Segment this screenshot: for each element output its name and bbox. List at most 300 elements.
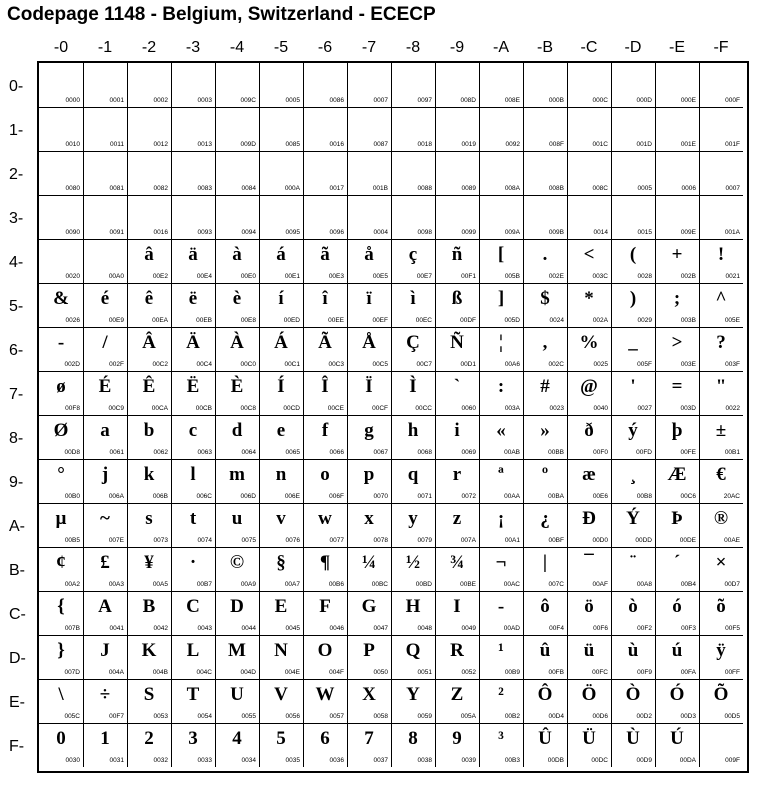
- cell-unicode-code: 009F: [725, 757, 740, 764]
- cell-unicode-code: 0028: [637, 273, 652, 280]
- cell-unicode-code: 004C: [196, 669, 212, 676]
- cell-unicode-code: 00FB: [548, 669, 564, 676]
- code-cell: [303, 283, 348, 328]
- code-cell: [83, 283, 128, 328]
- cell-glyph: Đ: [582, 508, 596, 529]
- cell-unicode-code: 00AE: [724, 537, 740, 544]
- cell-glyph: Å: [362, 332, 376, 353]
- cell-unicode-code: 00C4: [196, 361, 212, 368]
- cell-glyph: n: [275, 464, 287, 485]
- cell-unicode-code: 003C: [592, 273, 608, 280]
- cell-unicode-code: 0076: [285, 537, 300, 544]
- code-cell: [611, 151, 656, 196]
- cell-glyph: ¨: [629, 552, 637, 573]
- cell-unicode-code: 00B6: [328, 581, 344, 588]
- code-cell: [347, 151, 392, 196]
- code-cell: [83, 151, 128, 196]
- cell-unicode-code: 0082: [153, 185, 168, 192]
- code-cell: [523, 327, 568, 372]
- cell-glyph: f: [321, 420, 329, 441]
- cell-glyph: °: [57, 464, 65, 485]
- cell-glyph: p: [363, 464, 375, 485]
- cell-glyph: Ú: [670, 728, 684, 749]
- cell-unicode-code: 000A: [284, 185, 300, 192]
- code-cell: [127, 591, 172, 636]
- code-cell: [347, 107, 392, 152]
- cell-glyph: ": [715, 376, 727, 397]
- code-cell: [303, 503, 348, 548]
- code-cell: [567, 415, 612, 460]
- cell-unicode-code: 0020: [65, 273, 80, 280]
- cell-glyph: 7: [364, 728, 374, 749]
- code-cell: [171, 327, 216, 372]
- code-cell: [303, 371, 348, 416]
- cell-glyph: 8: [408, 728, 418, 749]
- code-cell: [435, 151, 480, 196]
- code-cell: [655, 635, 700, 680]
- code-cell: [259, 415, 304, 460]
- cell-glyph: L: [186, 640, 200, 661]
- row-header: E-: [9, 694, 25, 711]
- cell-glyph: k: [143, 464, 155, 485]
- cell-unicode-code: 0048: [417, 625, 432, 632]
- cell-unicode-code: 001F: [725, 141, 740, 148]
- code-cell: [655, 679, 700, 724]
- cell-unicode-code: 0024: [549, 317, 564, 324]
- cell-unicode-code: 009B: [548, 229, 564, 236]
- code-cell: [699, 723, 743, 767]
- cell-unicode-code: 005E: [724, 317, 740, 324]
- cell-unicode-code: 0018: [417, 141, 432, 148]
- cell-unicode-code: 00BE: [460, 581, 476, 588]
- cell-glyph: õ: [716, 596, 726, 617]
- code-cell: [83, 591, 128, 636]
- cell-unicode-code: 0047: [373, 625, 388, 632]
- cell-unicode-code: 00A0: [108, 273, 124, 280]
- code-cell: [435, 679, 480, 724]
- code-cell: [83, 195, 128, 240]
- code-cell: [39, 151, 84, 196]
- code-cell: [347, 547, 392, 592]
- cell-glyph: È: [230, 376, 244, 397]
- cell-unicode-code: 0006: [681, 185, 696, 192]
- cell-unicode-code: 006E: [284, 493, 300, 500]
- code-cell: [479, 547, 524, 592]
- cell-glyph: º: [541, 464, 549, 485]
- code-cell: [39, 679, 84, 724]
- code-cell: [699, 503, 743, 548]
- cell-unicode-code: 00C0: [240, 361, 256, 368]
- cell-unicode-code: 00C7: [416, 361, 432, 368]
- cell-unicode-code: 0066: [329, 449, 344, 456]
- cell-unicode-code: 00D5: [724, 713, 740, 720]
- cell-unicode-code: 00CF: [372, 405, 388, 412]
- cell-glyph: K: [141, 640, 157, 661]
- cell-glyph: Õ: [713, 684, 729, 705]
- cell-glyph: Ù: [626, 728, 640, 749]
- cell-glyph: ä: [188, 244, 198, 265]
- cell-glyph: ß: [451, 288, 463, 309]
- code-cell: [699, 151, 743, 196]
- cell-glyph: ñ: [451, 244, 463, 265]
- cell-unicode-code: 0032: [153, 757, 168, 764]
- cell-glyph: j: [101, 464, 109, 485]
- cell-unicode-code: 00B4: [680, 581, 696, 588]
- cell-glyph: «: [496, 420, 506, 441]
- cell-unicode-code: 003D: [680, 405, 696, 412]
- cell-unicode-code: 0070: [373, 493, 388, 500]
- cell-unicode-code: 00C9: [108, 405, 124, 412]
- cell-glyph: ~: [100, 508, 110, 529]
- cell-unicode-code: 00EB: [196, 317, 212, 324]
- cell-unicode-code: 0004: [373, 229, 388, 236]
- cell-unicode-code: 0011: [110, 141, 124, 148]
- cell-glyph: :: [497, 376, 505, 397]
- cell-unicode-code: 00D4: [548, 713, 564, 720]
- cell-unicode-code: 00F3: [681, 625, 696, 632]
- code-cell: [259, 635, 304, 680]
- cell-glyph: O: [317, 640, 333, 661]
- cell-unicode-code: 00ED: [283, 317, 300, 324]
- cell-glyph: \: [58, 684, 64, 705]
- code-cell: [435, 371, 480, 416]
- code-cell: [39, 371, 84, 416]
- code-cell: [391, 459, 436, 504]
- code-cell: [655, 591, 700, 636]
- cell-unicode-code: 0005: [285, 97, 300, 104]
- cell-glyph: ù: [627, 640, 639, 661]
- cell-unicode-code: 0097: [417, 97, 432, 104]
- cell-glyph: _: [628, 332, 638, 353]
- code-cell: [215, 459, 260, 504]
- cell-glyph: ±: [715, 420, 727, 441]
- cell-unicode-code: 005C: [64, 713, 80, 720]
- code-cell: [347, 63, 392, 108]
- code-cell: [391, 195, 436, 240]
- code-cell: [435, 459, 480, 504]
- cell-glyph: Ñ: [450, 332, 464, 353]
- cell-unicode-code: 0089: [461, 185, 476, 192]
- code-cell: [523, 503, 568, 548]
- column-header: -5: [273, 39, 289, 56]
- code-cell: [655, 503, 700, 548]
- code-cell: [567, 371, 612, 416]
- cell-glyph: ]: [497, 288, 505, 309]
- cell-unicode-code: 0013: [197, 141, 212, 148]
- code-cell: [391, 283, 436, 328]
- column-header: -0: [53, 39, 69, 56]
- cell-glyph: Æ: [667, 464, 687, 485]
- cell-glyph: (: [629, 244, 637, 265]
- cell-glyph: b: [143, 420, 155, 441]
- code-cell: [347, 503, 392, 548]
- cell-glyph: Ö: [581, 684, 597, 705]
- cell-unicode-code: 009E: [680, 229, 696, 236]
- cell-glyph: è: [232, 288, 242, 309]
- cell-unicode-code: 00B9: [504, 669, 520, 676]
- cell-glyph: Y: [406, 684, 420, 705]
- cell-glyph: 1: [100, 728, 110, 749]
- cell-unicode-code: 0016: [153, 229, 168, 236]
- cell-unicode-code: 00CC: [415, 405, 432, 412]
- cell-glyph: »: [540, 420, 550, 441]
- cell-glyph: S: [143, 684, 155, 705]
- cell-unicode-code: 0059: [417, 713, 432, 720]
- column-header: -3: [185, 39, 201, 56]
- cell-glyph: ò: [628, 596, 638, 617]
- cell-unicode-code: 003F: [725, 361, 740, 368]
- code-cell: [391, 547, 436, 592]
- cell-unicode-code: 0065: [285, 449, 300, 456]
- code-cell: [83, 63, 128, 108]
- cell-glyph: 2: [144, 728, 154, 749]
- code-cell: [435, 547, 480, 592]
- cell-unicode-code: 0092: [505, 141, 520, 148]
- cell-glyph: ¶: [319, 552, 331, 573]
- code-cell: [479, 415, 524, 460]
- code-cell: [655, 107, 700, 152]
- cell-unicode-code: 00E8: [240, 317, 256, 324]
- cell-glyph: ¾: [449, 552, 465, 573]
- cell-unicode-code: 00DB: [547, 757, 564, 764]
- code-cell: [303, 107, 348, 152]
- code-cell: [171, 239, 216, 284]
- code-cell: [171, 107, 216, 152]
- code-cell: [655, 547, 700, 592]
- row-header: 7-: [9, 386, 24, 403]
- cell-glyph: y: [408, 508, 418, 529]
- cell-unicode-code: 00E3: [328, 273, 344, 280]
- code-cell: [259, 283, 304, 328]
- cell-unicode-code: 00A5: [152, 581, 168, 588]
- code-cell: [655, 371, 700, 416]
- cell-unicode-code: 004B: [152, 669, 168, 676]
- cell-unicode-code: 00D9: [636, 757, 652, 764]
- cell-unicode-code: 0021: [725, 273, 740, 280]
- code-cell: [435, 107, 480, 152]
- cell-unicode-code: 00F2: [637, 625, 652, 632]
- code-cell: [83, 635, 128, 680]
- code-cell: [479, 591, 524, 636]
- code-cell: [611, 723, 656, 767]
- code-cell: [391, 679, 436, 724]
- cell-glyph: ÿ: [716, 640, 726, 661]
- cell-glyph: M: [228, 640, 246, 661]
- code-cell: [127, 679, 172, 724]
- cell-unicode-code: 00F5: [725, 625, 740, 632]
- cell-unicode-code: 0044: [241, 625, 256, 632]
- code-cell: [215, 327, 260, 372]
- code-cell: [259, 327, 304, 372]
- code-cell: [479, 107, 524, 152]
- cell-glyph: h: [407, 420, 419, 441]
- column-header: -C: [580, 39, 598, 56]
- code-cell: [259, 239, 304, 284]
- code-cell: [215, 415, 260, 460]
- code-cell: [567, 459, 612, 504]
- code-cell: [39, 239, 84, 284]
- cell-unicode-code: 00F8: [65, 405, 80, 412]
- cell-unicode-code: 0057: [329, 713, 344, 720]
- cell-glyph: ú: [671, 640, 683, 661]
- cell-unicode-code: 0039: [461, 757, 476, 764]
- code-cell: [83, 459, 128, 504]
- cell-unicode-code: 002A: [592, 317, 608, 324]
- code-cell: [699, 415, 743, 460]
- cell-unicode-code: 00E0: [240, 273, 256, 280]
- code-cell: [699, 63, 743, 108]
- code-cell: [699, 371, 743, 416]
- code-cell: [83, 371, 128, 416]
- cell-unicode-code: 0049: [461, 625, 476, 632]
- cell-glyph: t: [189, 508, 197, 529]
- cell-glyph: Z: [450, 684, 464, 705]
- cell-unicode-code: 00F4: [549, 625, 564, 632]
- code-cell: [391, 63, 436, 108]
- code-cell: [83, 327, 128, 372]
- cell-unicode-code: 0003: [197, 97, 212, 104]
- code-cell: [303, 327, 348, 372]
- code-cell: [171, 547, 216, 592]
- code-cell: [215, 239, 260, 284]
- cell-unicode-code: 0025: [593, 361, 608, 368]
- cell-unicode-code: 005B: [504, 273, 520, 280]
- cell-glyph: ç: [408, 244, 418, 265]
- code-cell: [567, 239, 612, 284]
- cell-glyph: Q: [405, 640, 421, 661]
- code-cell: [479, 195, 524, 240]
- cell-glyph: ½: [405, 552, 421, 573]
- cell-glyph: Ø: [53, 420, 69, 441]
- cell-glyph: ü: [583, 640, 595, 661]
- code-cell: [39, 327, 84, 372]
- code-cell: [435, 591, 480, 636]
- cell-unicode-code: 0084: [241, 185, 256, 192]
- cell-glyph: Í: [277, 376, 285, 397]
- cell-glyph: T: [186, 684, 200, 705]
- code-cell: [171, 195, 216, 240]
- cell-unicode-code: 009C: [240, 97, 256, 104]
- row-header: F-: [9, 738, 25, 755]
- cell-glyph: }: [57, 640, 65, 661]
- cell-glyph: þ: [671, 420, 683, 441]
- cell-unicode-code: 00FE: [680, 449, 696, 456]
- column-header: -1: [97, 39, 113, 56]
- cell-unicode-code: 0064: [241, 449, 256, 456]
- cell-glyph: ý: [628, 420, 638, 441]
- cell-glyph: %: [579, 332, 599, 353]
- cell-unicode-code: 00A7: [284, 581, 300, 588]
- code-cell: [611, 283, 656, 328]
- column-header: -F: [713, 39, 729, 56]
- cell-glyph: I: [453, 596, 461, 617]
- cell-glyph: ®: [713, 508, 729, 529]
- cell-glyph: Á: [274, 332, 288, 353]
- cell-glyph: +: [671, 244, 683, 265]
- cell-unicode-code: 0073: [153, 537, 168, 544]
- cell-unicode-code: 0055: [241, 713, 256, 720]
- code-cell: [347, 459, 392, 504]
- code-cell: [391, 107, 436, 152]
- code-cell: [347, 679, 392, 724]
- code-cell: [523, 151, 568, 196]
- code-cell: [171, 723, 216, 767]
- cell-unicode-code: 00E1: [284, 273, 300, 280]
- cell-unicode-code: 0099: [461, 229, 476, 236]
- cell-unicode-code: 000F: [725, 97, 740, 104]
- cell-glyph: [: [497, 244, 505, 265]
- cell-unicode-code: 006B: [152, 493, 168, 500]
- code-cell: [171, 591, 216, 636]
- cell-unicode-code: 0035: [285, 757, 300, 764]
- cell-unicode-code: 0063: [197, 449, 212, 456]
- cell-glyph: >: [671, 332, 683, 353]
- code-cell: [655, 327, 700, 372]
- cell-glyph: û: [539, 640, 551, 661]
- cell-unicode-code: 005D: [504, 317, 520, 324]
- cell-glyph: w: [318, 508, 332, 529]
- cell-unicode-code: 007A: [460, 537, 476, 544]
- cell-unicode-code: 0098: [417, 229, 432, 236]
- cell-unicode-code: 00A3: [108, 581, 124, 588]
- code-cell: [523, 679, 568, 724]
- code-cell: [127, 107, 172, 152]
- cell-glyph: à: [232, 244, 242, 265]
- cell-unicode-code: 003A: [504, 405, 520, 412]
- cell-unicode-code: 0033: [197, 757, 212, 764]
- cell-unicode-code: 0041: [109, 625, 124, 632]
- code-cell: [127, 547, 172, 592]
- cell-unicode-code: 0079: [417, 537, 432, 544]
- cell-unicode-code: 00FA: [680, 669, 696, 676]
- code-cell: [391, 151, 436, 196]
- cell-glyph: ¿: [540, 508, 550, 529]
- code-cell: [611, 591, 656, 636]
- cell-unicode-code: 00CB: [195, 405, 212, 412]
- cell-glyph: ø: [56, 376, 66, 397]
- code-cell: [699, 195, 743, 240]
- cell-unicode-code: 006F: [329, 493, 344, 500]
- cell-glyph: `: [453, 376, 461, 397]
- code-cell: [215, 723, 260, 767]
- cell-unicode-code: 00D8: [64, 449, 80, 456]
- cell-unicode-code: 005F: [637, 361, 652, 368]
- cell-unicode-code: 0071: [417, 493, 432, 500]
- cell-unicode-code: 001D: [636, 141, 652, 148]
- cell-glyph: æ: [582, 464, 596, 485]
- code-cell: [611, 239, 656, 284]
- cell-unicode-code: 0043: [197, 625, 212, 632]
- code-cell: [435, 635, 480, 680]
- cell-unicode-code: 0051: [417, 669, 432, 676]
- code-cell: [347, 415, 392, 460]
- cell-unicode-code: 00A2: [64, 581, 80, 588]
- cell-unicode-code: 00C1: [284, 361, 300, 368]
- cell-unicode-code: 0022: [725, 405, 740, 412]
- cell-glyph: ì: [410, 288, 416, 309]
- cell-unicode-code: 008E: [504, 97, 520, 104]
- code-cell: [611, 679, 656, 724]
- cell-glyph: ¡: [497, 508, 505, 529]
- cell-glyph: R: [450, 640, 464, 661]
- cell-glyph: À: [230, 332, 244, 353]
- cell-unicode-code: 000C: [592, 97, 608, 104]
- code-cell: [435, 283, 480, 328]
- cell-unicode-code: 00F1: [461, 273, 476, 280]
- cell-unicode-code: 00B3: [504, 757, 520, 764]
- code-cell: [699, 591, 743, 636]
- cell-glyph: É: [98, 376, 112, 397]
